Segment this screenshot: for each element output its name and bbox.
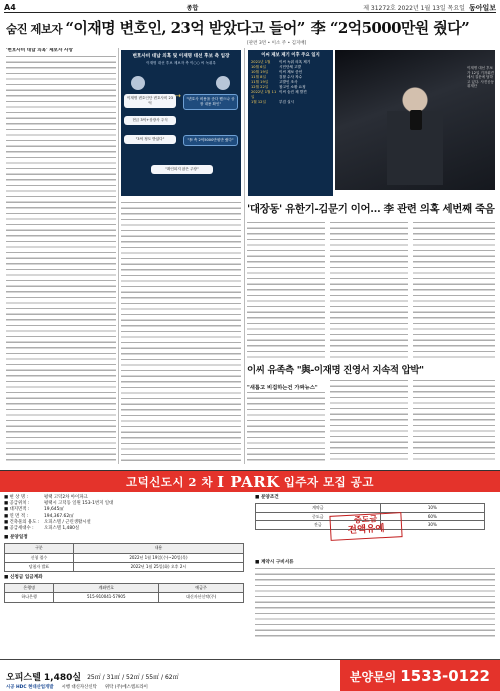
article-column-7 — [413, 380, 495, 464]
timeline-row: 11월 8일 검찰 수사 착수 — [251, 75, 303, 79]
timeline-box — [248, 50, 333, 196]
paper-name: 동아일보 — [468, 2, 496, 12]
article-lead: '변호사비 대납 의혹' 제보자 사망 — [6, 48, 73, 53]
person-icon — [131, 76, 145, 90]
masthead — [4, 3, 496, 13]
infographic-box-d: "3억 정도 받았다" — [124, 135, 176, 144]
person-icon — [216, 76, 230, 90]
article-column-3 — [330, 222, 408, 358]
article-column-6 — [330, 380, 408, 464]
sub-headline: '대장동' 유한기-김문기 이어… 李 관련 의혹 세번째 죽음 — [247, 203, 495, 215]
ad-banner-left: 고덕신도시 2 차 — [125, 474, 214, 489]
table-row: 잔금 30% — [256, 521, 485, 530]
infographic-caption: 이재명 대선 후보 제보자 측 이○○ 씨 녹취록 — [146, 61, 216, 65]
main-headline — [6, 14, 496, 40]
ad-banner — [0, 471, 500, 492]
issue-info: 제 31272호 2022년 1월 13일 목요일 — [363, 5, 465, 12]
ad-item: ■ 건축물의 용도 : 오피스텔 / 근린생활시설 — [4, 519, 91, 525]
article-column-2 — [247, 222, 325, 358]
account-label: ■ 신청금 입금계좌 — [4, 575, 43, 581]
infographic-box-a: 이재명 변호인단 변호사비 23억 — [124, 94, 176, 108]
photo-person — [387, 85, 443, 185]
infographic-box-c: "변호사 비용을 준다 했으나 상장 내용 확인" — [183, 94, 238, 110]
article-column-mid — [121, 202, 241, 464]
third-brand: 위탁 (주)에스엠프라이 — [104, 685, 148, 690]
table-row: 당첨자 발표 2022년 1월 25일(화) 오후 2시 — [5, 562, 244, 571]
documents-lines — [255, 568, 495, 638]
microphones — [410, 110, 422, 130]
timeline-row: 1월 12일 부검 실시 — [251, 100, 295, 104]
article-column-1 — [6, 48, 116, 464]
ad-item: ■ 공급세대수 : 오피스텔 1,480실 — [4, 526, 80, 532]
infographic-title: 변호사비 대납 의혹 및 이재명 대선 후보 측 입장 — [132, 54, 230, 59]
timeline-row: 10월 19일 이씨 제보 증언 — [251, 70, 303, 74]
unit-sizes: 25㎡ / 31㎡ / 52㎡ / 55㎡ / 62㎡ — [87, 673, 179, 681]
office-count: 오피스텔 1,480실 — [6, 672, 82, 683]
headline-left — [6, 17, 305, 38]
page-number: A4 — [4, 3, 16, 12]
ad-brand-logo: I PARK — [217, 472, 280, 491]
ad-footer — [0, 659, 500, 691]
byline: [관련 3면 • 이소 주 • 김지배] — [247, 41, 307, 46]
infographic — [121, 50, 241, 196]
documents-title: ■ 계약시 구비서류 — [255, 560, 294, 566]
ad-item: ■ 대지면적 : 19,645㎡ — [4, 507, 64, 513]
table-row: 계약금 10% — [256, 503, 485, 512]
timeline-row: 2022년 1월 11일 이씨 숨진 채 발견 — [251, 90, 307, 99]
section-quote: "새롭고 비겁하는건 가짜뉴스" — [247, 385, 318, 391]
phone-label: 분양문의 — [349, 669, 397, 684]
table-row: 중도금 60% — [256, 512, 485, 521]
table-row: 하나은행 515-910041-57905 대신자산신탁(주) — [5, 593, 244, 602]
infographic-box-e: "李 측 2억5000만원만 줬다" — [183, 135, 238, 146]
daishin-logo: 시행 대신자산신탁 — [61, 685, 97, 690]
conditions-title: ■ 분양조건 — [255, 495, 279, 500]
sub-headline-2: 이씨 유족측 "與-이재명 진영서 지속적 압박" — [247, 365, 424, 376]
headline-prefix: 숨진 제보자 — [6, 21, 62, 36]
timeline-row: 12월 22일 참고인 소환 요청 — [251, 85, 306, 89]
schedule-table: 구분 내용 신청 접수 2022년 1월 19일(수)~20일(목) 당첨자 발표 2022년 1월 25일(화) 오후 2시 — [4, 543, 244, 572]
account-table: 은행명 계좌번호 예금주 하나은행 515-910041-57905 대신자산신탁(주) — [4, 583, 244, 602]
ad-item: ■ 공급위치 : 평택시 고덕동 일원 153-1번지 일대 — [4, 501, 114, 507]
headline-right — [311, 17, 469, 38]
timeline-row: 10월 6일 시민단체 고발 — [251, 65, 301, 69]
article-text-lines — [6, 56, 116, 464]
headline-quote-left: “이재명 변호인, 23억 받았다고 들어” — [65, 18, 305, 37]
schedule-label: ■ 분양일정 — [4, 535, 28, 541]
photo-caption: 이재명 대선 후보가 12일 기자회견에서 질문에 답하고 있다. 사진공동취재단 — [467, 66, 495, 89]
table-row: 신청 접수 2022년 1월 19일(수)~20일(목) — [5, 553, 244, 562]
infographic-box-b: 현금 3억+상장사 주식 — [124, 116, 176, 125]
brand-row — [6, 684, 148, 690]
ad-banner-right: 입주자 모집 공고 — [283, 474, 375, 489]
phone-cta[interactable] — [340, 660, 500, 691]
timeline-row: 2021년 1월 이씨 녹취 의혹 제기 — [251, 60, 311, 64]
timeline-row: 11월 19일 고발인 조사 — [251, 80, 298, 84]
headline-right-prefix: 李 — [310, 18, 326, 37]
article-column-4 — [413, 222, 495, 358]
phone-number: 1533-0122 — [400, 667, 490, 685]
section-name: 종합 — [186, 5, 199, 12]
hdc-logo: 시공 HDC 현대산업개발 — [6, 685, 54, 690]
timeline-title: 이씨 제보 제기 이후 주요 일지 — [261, 53, 320, 58]
advertisement — [0, 470, 500, 691]
infographic-box-f: "확인되지 않은 주장" — [151, 165, 213, 174]
ad-item: ■ 현 상 명 : 평택 고덕2차 아이파크 — [4, 495, 88, 500]
promo-stamp: 중도금 전액유예 — [329, 512, 402, 541]
article-column-5 — [247, 392, 325, 464]
ad-item: ■ 연 면 적 : 194,367.62㎡ — [4, 513, 74, 519]
arrow-icon: → — [175, 92, 181, 100]
headline-quote-right: “2억5000만원 줬다” — [329, 18, 470, 37]
ad-details — [4, 495, 244, 603]
